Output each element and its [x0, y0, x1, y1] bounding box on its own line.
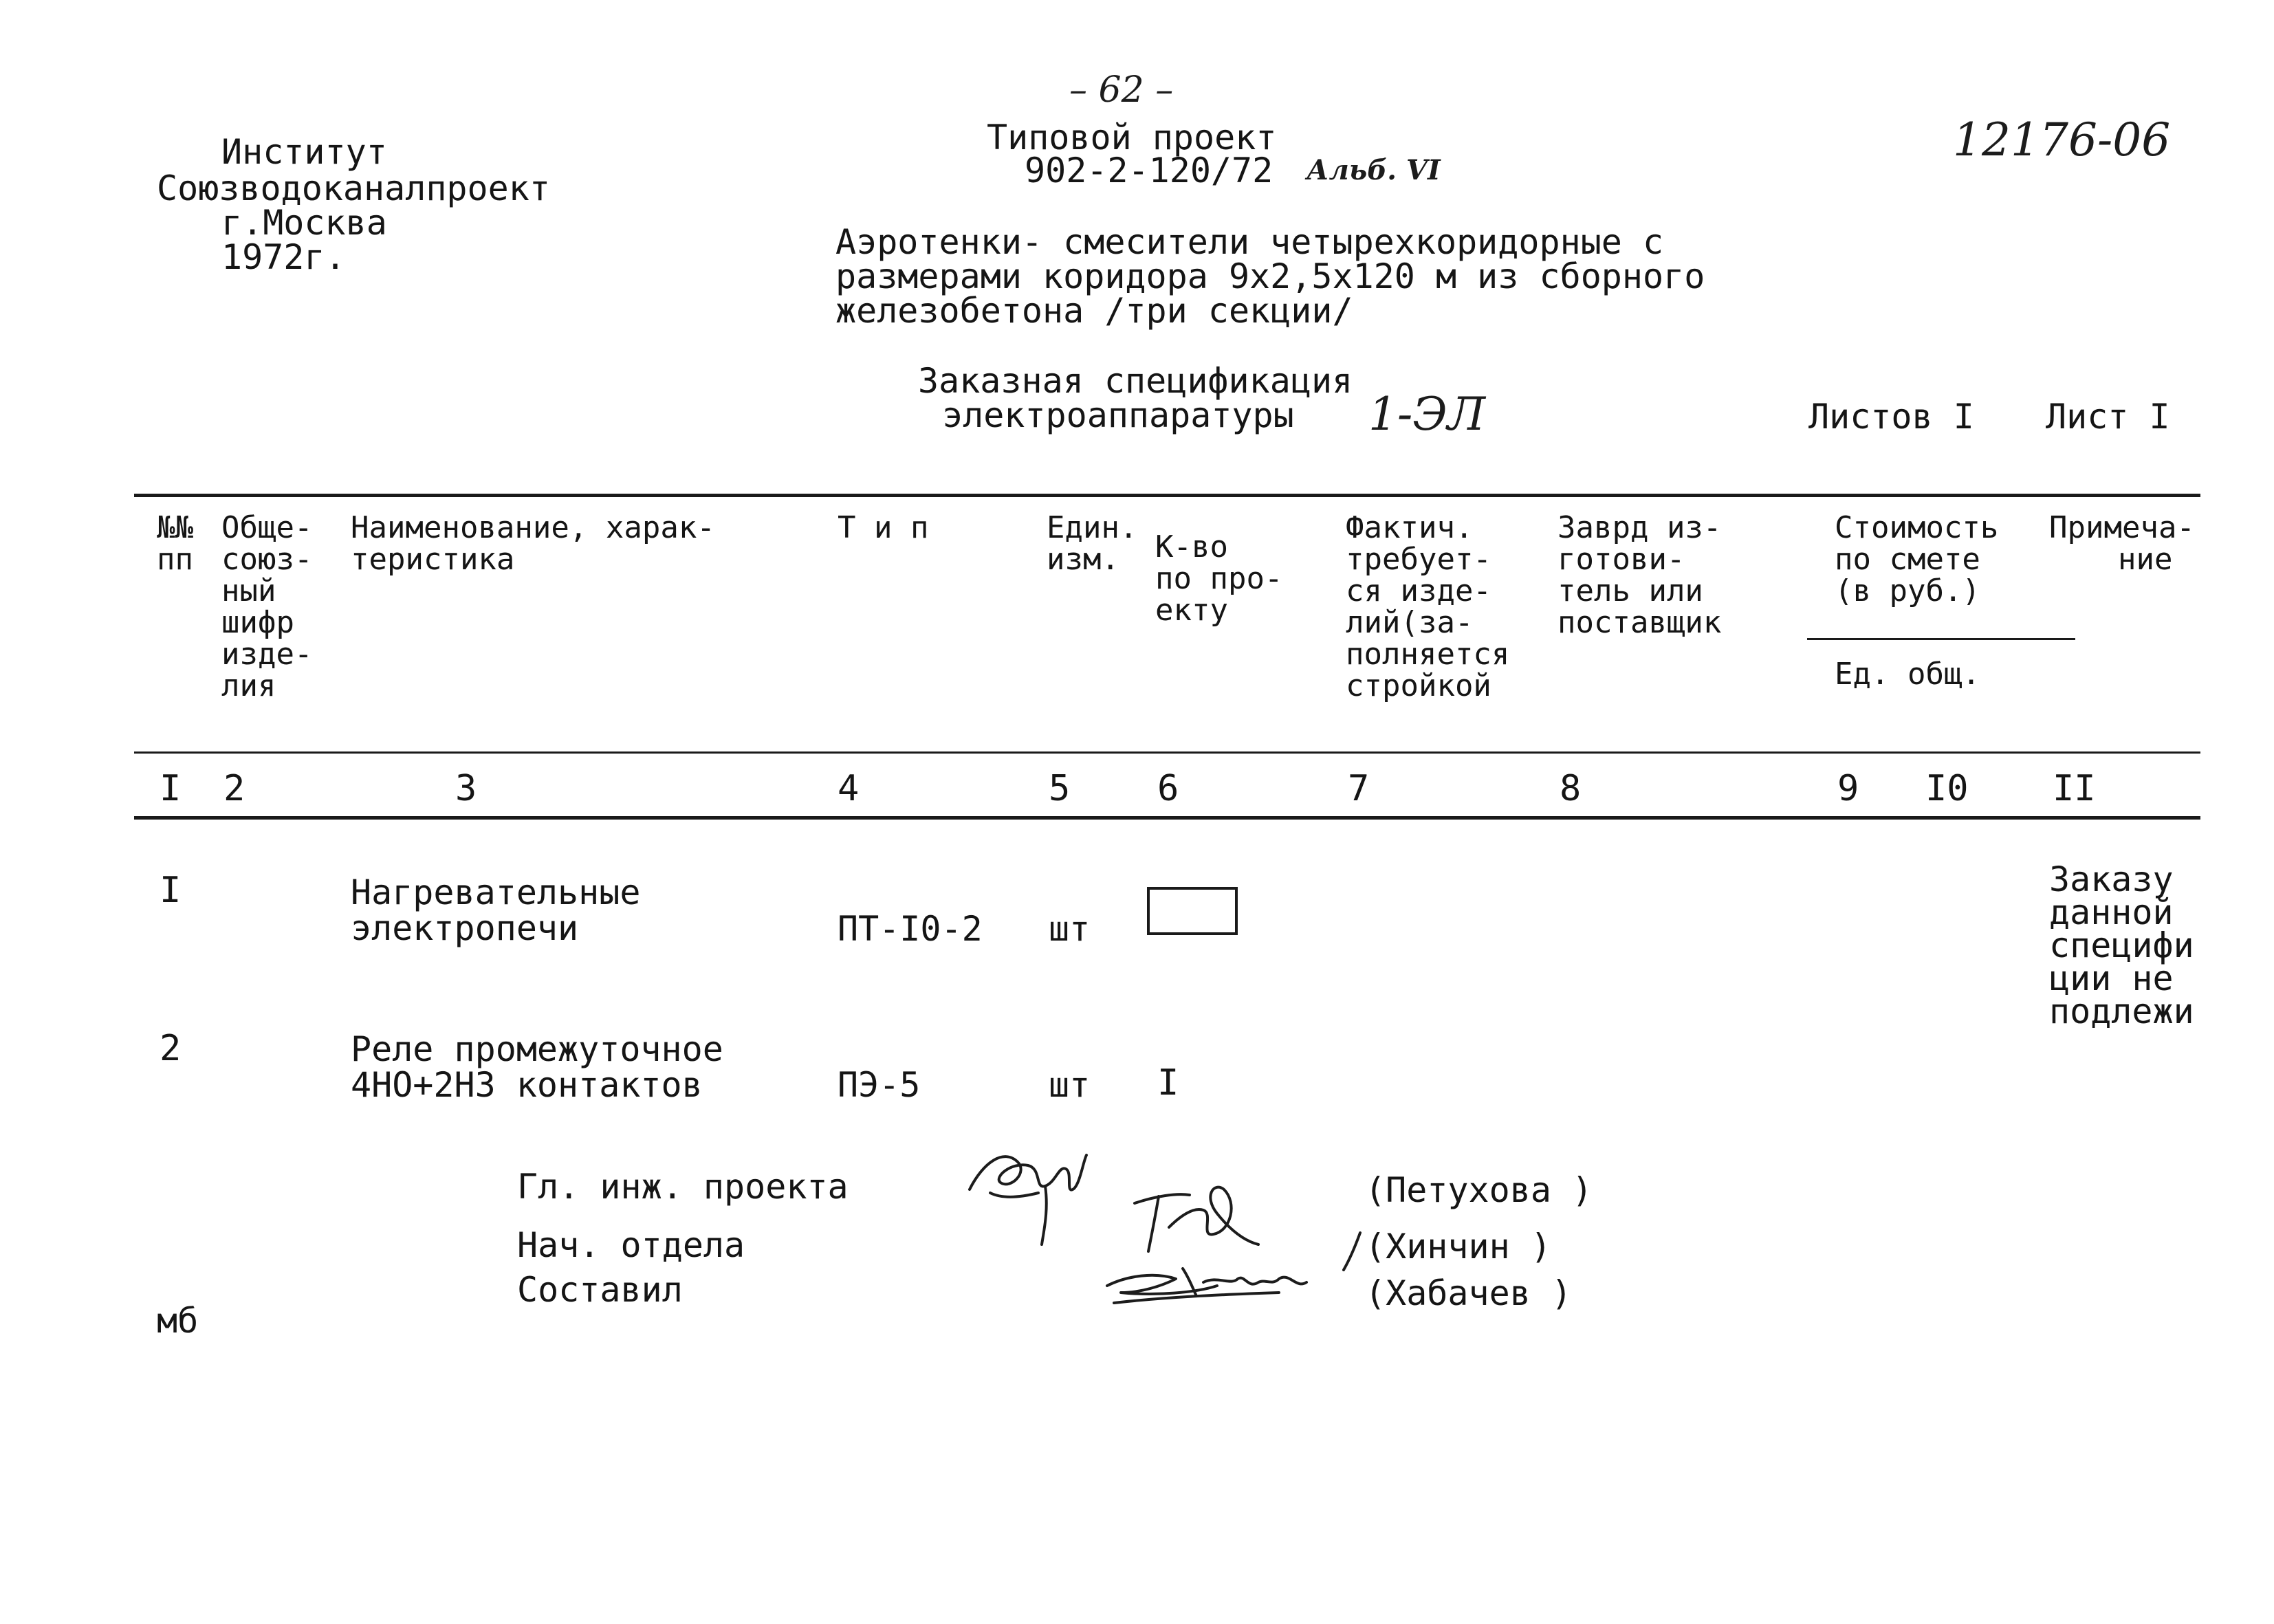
- column-number-7: 7: [1348, 768, 1370, 809]
- institute-city: г.Москва: [221, 203, 387, 243]
- table-row-2-name: Реле промежуточное 4НО+2НЗ контактов: [351, 1029, 723, 1105]
- table-row-1-type: ПТ-I0-2: [838, 909, 983, 949]
- table-row-2-unit: шт: [1049, 1065, 1091, 1105]
- table-row-2-type: ПЭ-5: [838, 1065, 921, 1105]
- archive-number: 12176-06: [1953, 113, 2171, 166]
- sheet-number: Лист I: [2046, 397, 2170, 437]
- spec-code: 1-ЭЛ: [1368, 388, 1485, 441]
- header-col-3: Наименование, харак- теристика: [351, 510, 715, 577]
- compiled-by-signature: [1100, 1255, 1320, 1310]
- column-number-3: 3: [455, 768, 477, 809]
- department-head-name: (Хинчин ): [1365, 1227, 1551, 1266]
- spec-title: Заказная спецификация: [918, 361, 1353, 401]
- project-number: 902-2-120/72: [1025, 151, 1273, 190]
- project-label: Типовой проект: [987, 118, 1277, 157]
- column-number-11: II: [2053, 768, 2096, 809]
- department-head-signature: [1128, 1176, 1265, 1258]
- compiled-by-label: Составил: [517, 1270, 683, 1310]
- column-number-2: 2: [223, 768, 245, 809]
- header-col-5: Един. изм.: [1047, 510, 1138, 577]
- header-col-8: Заврд из- готови- тель или поставщик: [1557, 510, 1722, 640]
- chief-engineer-name: (Петухова ): [1365, 1170, 1593, 1210]
- spec-subtitle: электроаппаратуры: [942, 395, 1294, 435]
- column-number-6: 6: [1157, 768, 1179, 809]
- header-col-9-10-sub: Ед. общ.: [1835, 657, 1980, 692]
- cost-subheader-rule: [1807, 638, 2075, 640]
- chief-engineer-label: Гл. инж. проекта: [517, 1167, 849, 1207]
- page-number: – 62 –: [1069, 69, 1174, 111]
- institute-year: 1972г.: [221, 237, 346, 277]
- institute-name: Институт: [221, 132, 387, 172]
- header-col-4: Т и п: [838, 510, 929, 545]
- header-col-2: Обще- союз- ный шифр изде- лия: [221, 510, 313, 703]
- column-numbers-bottom-rule: [134, 816, 2200, 820]
- table-row-2-number: 2: [160, 1028, 182, 1069]
- header-col-9-10: Стоимость по смете (в руб.): [1835, 510, 1999, 608]
- column-number-10: I0: [1925, 768, 1969, 809]
- column-numbers-top-rule: [134, 751, 2200, 754]
- table-top-rule: [134, 494, 2200, 497]
- table-row-1-number: I: [160, 870, 182, 911]
- compiled-by-name: (Хабачев ): [1365, 1273, 1573, 1313]
- department-head-label: Нач. отдела: [517, 1225, 745, 1265]
- column-number-9: 9: [1837, 768, 1859, 809]
- header-col-1: №№ пп: [157, 510, 193, 577]
- column-number-1: I: [160, 768, 182, 809]
- sheets-count: Листов I: [1808, 397, 1974, 437]
- footer-mark: мб: [157, 1301, 199, 1341]
- chief-engineer-signature: [963, 1134, 1100, 1251]
- header-col-6: К-во по про- екту: [1155, 529, 1283, 628]
- title-line-2: размерами коридора 9x2,5x120 м из сборного: [835, 256, 1705, 296]
- note-text: Заказу данной специфи ции не подлежи: [2049, 859, 2194, 1031]
- department-head-mark: [1340, 1227, 1367, 1275]
- project-album: Альб. VI: [1307, 154, 1441, 186]
- title-line-3: железобетона /три секции/: [835, 291, 1353, 331]
- header-col-11: Примеча- ние: [2049, 510, 2195, 577]
- institute-org: Союзводоканалпроект: [157, 168, 550, 208]
- header-col-7: Фактич. требует- ся изде- лий(за- полняется стройкой: [1346, 510, 1510, 703]
- title-line-1: Аэротенки- смесители четырехкоридорные с: [835, 222, 1664, 262]
- table-row-1-quantity-box: [1147, 887, 1238, 935]
- column-number-8: 8: [1560, 768, 1582, 809]
- column-number-4: 4: [838, 768, 860, 809]
- table-row-1-name: Нагревательные электропечи: [351, 873, 641, 948]
- column-number-5: 5: [1049, 768, 1071, 809]
- table-row-1-unit: шт: [1049, 909, 1091, 949]
- table-row-2-quantity: I: [1157, 1062, 1179, 1104]
